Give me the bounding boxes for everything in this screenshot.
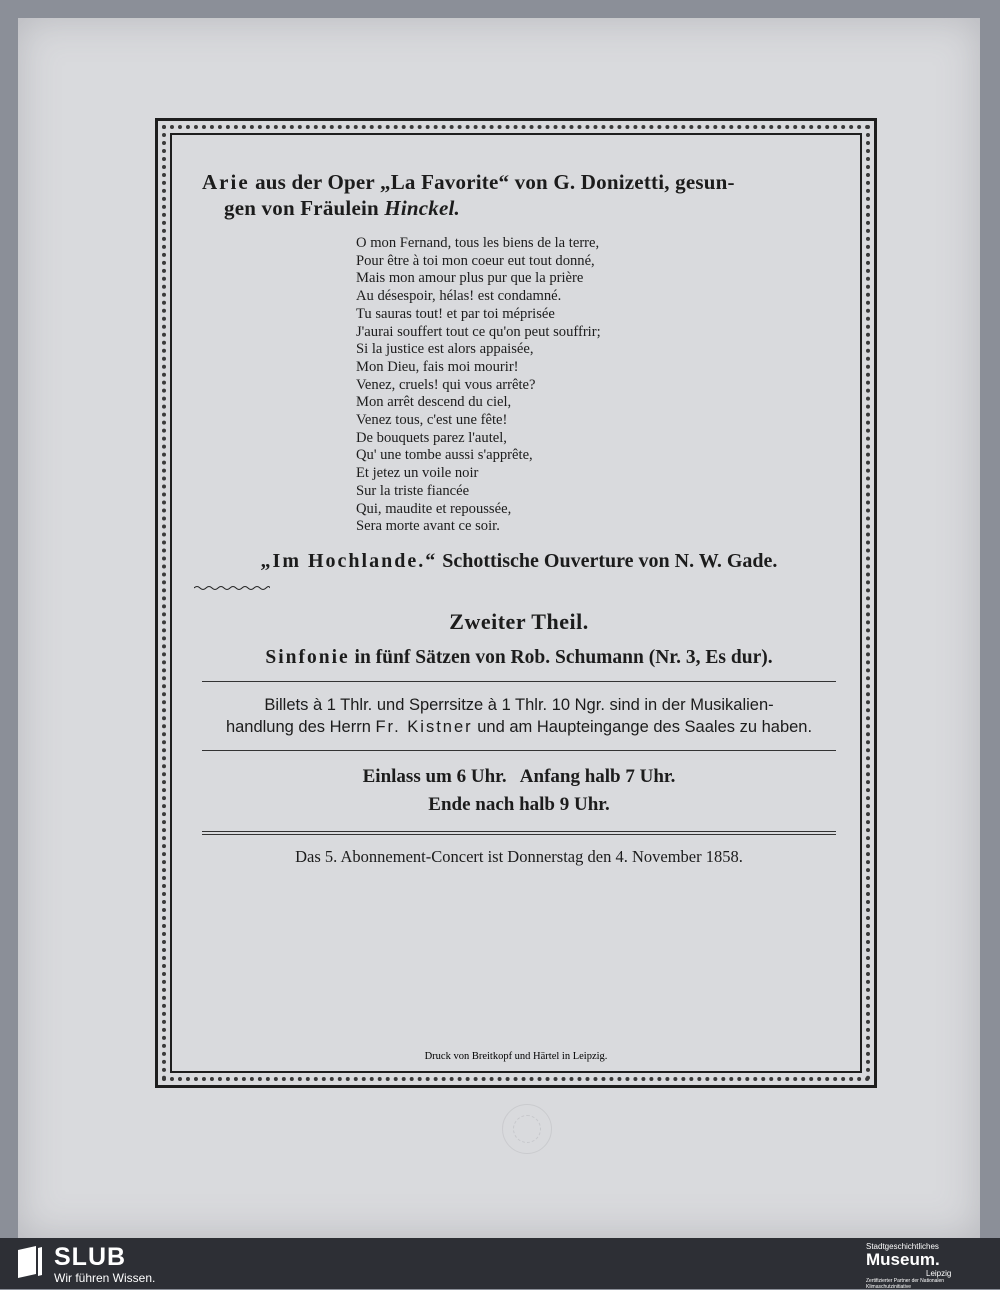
slub-name: SLUB — [54, 1243, 127, 1271]
aria-lyrics — [356, 235, 844, 536]
ticket-info: Billets à 1 Thlr. und Sperrsitze à 1 Thlr. 10 Ngr. sind in der Musikalien- handlung des Herrn Fr. Kistner und am Haupteingange des Saales zu haben. — [225, 695, 813, 736]
aria-heading: Arie aus der Oper „La Favorite“ von G. Donizetti, gesun- gen von Fräulein Hinckel. — [202, 170, 735, 220]
divider-double-rule — [202, 831, 836, 835]
lyric-line: Au désespoir, hélas! est condamné. — [356, 288, 562, 305]
footer-bar — [0, 1238, 1000, 1289]
lyric-line: Tu sauras tout! et par toi méprisée — [356, 305, 555, 322]
ornamental-border — [155, 118, 877, 1088]
singer-name: Hinckel. — [384, 196, 461, 220]
lyric-line: J'aurai souffert tout ce qu'on peut souffrir; — [356, 323, 601, 340]
lyric-line: O mon Fernand, tous les biens de la terre, — [356, 235, 600, 251]
sinfonie-heading: Sinfonie in fünf Sätzen von Rob. Schumann (Nr. 3, Es dur). — [265, 646, 773, 668]
lyric-line: Et jetez un voile noir — [356, 465, 479, 482]
library-stamp — [502, 1104, 552, 1154]
lyric-line: Mais mon amour plus pur que la prière — [356, 270, 584, 287]
lyric-line: Venez, cruels! qui vous arrête? — [356, 376, 536, 393]
lyric-line: Mon Dieu, fais moi mourir! — [356, 358, 519, 375]
printer-imprint: Druck von Breitkopf und Härtel in Leipzig. — [424, 1051, 608, 1062]
lyric-line: Qu' une tombe aussi s'apprête, — [356, 447, 533, 464]
lyric-line: Venez tous, c'est une fête! — [356, 412, 508, 429]
part-two-heading: Zweiter Theil. — [449, 608, 589, 634]
lyric-line: Si la justice est alors appaisée, — [356, 341, 534, 358]
lyric-line: De bouquets parez l'autel, — [356, 429, 507, 446]
divider-rule — [202, 750, 836, 751]
divider-rule — [202, 681, 836, 682]
lyric-line: Mon arrêt descend du ciel, — [356, 394, 512, 411]
museum-logo: Stadtgeschichtliches Museum. Leipzig Zertifizierter Partner der Nationalen Klimaschutzinitiative — [866, 1242, 952, 1290]
lyric-line: Sera morte avant ce soir. — [356, 518, 500, 535]
hochlande-heading: „Im Hochlande.“ Schottische Ouverture von N. W. Gade. — [260, 549, 778, 572]
lyric-line: Pour être à toi mon coeur eut tout donné, — [356, 252, 595, 269]
wavy-divider — [194, 585, 270, 591]
next-concert-notice: Das 5. Abonnement-Concert ist Donnerstag den 4. November 1858. — [295, 846, 743, 866]
slub-logo-icon — [14, 1244, 44, 1280]
lyric-line: Qui, maudite et repoussée, — [356, 500, 512, 517]
slub-tagline: Wir führen Wissen. — [54, 1271, 156, 1285]
lyric-line: Sur la triste fiancée — [356, 482, 470, 499]
program-content — [194, 169, 844, 867]
admission-times: Einlass um 6 Uhr. Anfang halb 7 Uhr. Ende nach halb 9 Uhr. — [362, 765, 676, 815]
